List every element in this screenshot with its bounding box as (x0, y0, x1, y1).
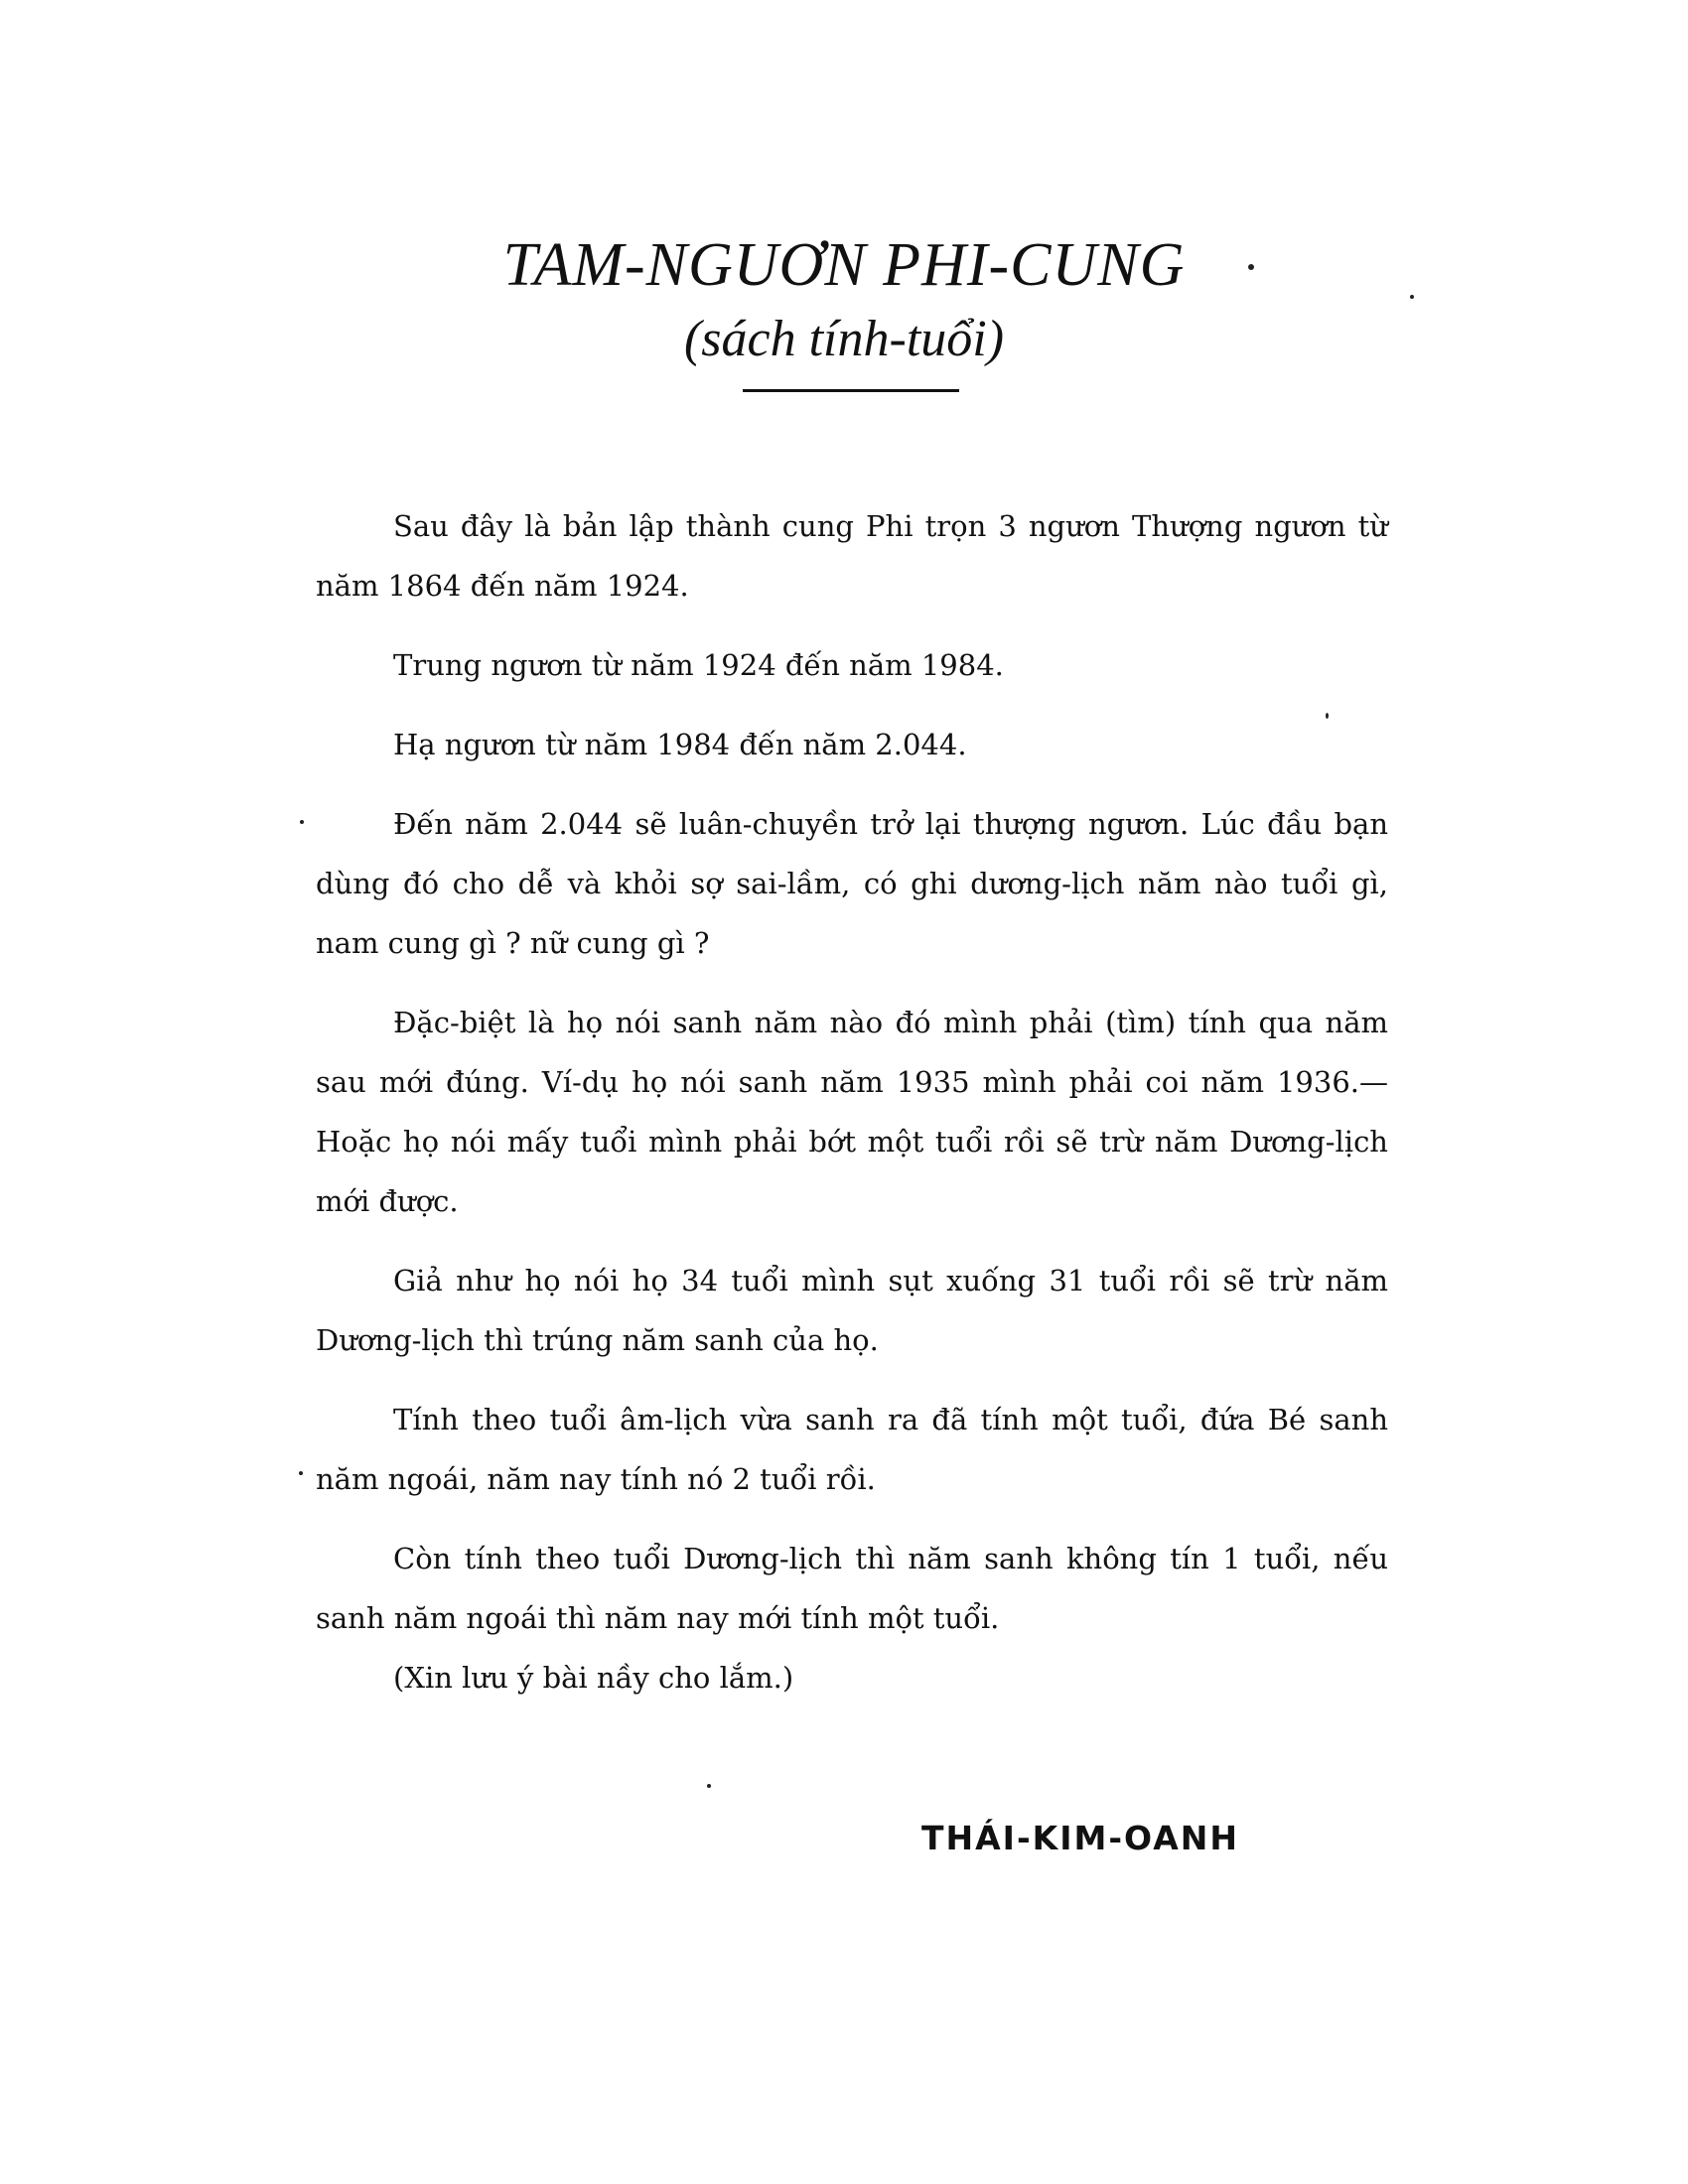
paragraph-2: Trung ngươn từ năm 1924 đến năm 1984. (393, 648, 1004, 682)
paragraph-6: Giả như họ nói họ 34 tuổi mình sụt xuống 31 tuổi rồi sẽ trừ năm Dương-lịch thì trúng năm sanh của họ. (316, 1264, 1388, 1357)
title-underline-rule (743, 389, 959, 392)
scan-speck (300, 820, 304, 824)
document-subtitle: (sách tính-tuổi) (683, 311, 1005, 367)
paragraph-3: Hạ ngươn từ năm 1984 đến năm 2.044. (393, 728, 967, 761)
paragraph-4: Đến năm 2.044 sẽ luân-chuyền trở lại thượng ngươn. Lúc đầu bạn dùng đó cho dễ và khỏi sợ sai-lầm, có ghi dương-lịch năm nào tuổi gì, nam cung gì ? nữ cung gì ? (316, 807, 1388, 960)
body-text (316, 496, 1388, 1668)
paragraph-1: Sau đây là bản lập thành cung Phi trọn 3 ngươn Thượng ngươn từ năm 1864 đến năm 1924. (316, 509, 1388, 603)
scan-speck (1248, 264, 1254, 270)
closing-note: (Xin lưu ý bài nầy cho lắm.) (393, 1661, 794, 1695)
scan-speck (1410, 295, 1414, 299)
paragraph-7: Tính theo tuổi âm-lịch vừa sanh ra đã tính một tuổi, đứa Bé sanh năm ngoái, năm nay tính nó 2 tuổi rồi. (316, 1403, 1388, 1496)
author-signature: THÁI-KIM-OANH (921, 1819, 1239, 1857)
paragraph-8: Còn tính theo tuổi Dương-lịch thì năm sanh không tín 1 tuổi, nếu sanh năm ngoái thì năm nay mới tính một tuổi. (316, 1542, 1388, 1635)
scan-speck (707, 1784, 711, 1788)
scan-speck (299, 1471, 303, 1475)
scan-speck (1326, 713, 1329, 719)
document-title: TAM-NGUƠN PHI-CUNG (502, 231, 1186, 299)
paragraph-5: Đặc-biệt là họ nói sanh năm nào đó mình phải (tìm) tính qua năm sau mới đúng. Ví-dụ họ nói sanh năm 1935 mình phải coi năm 1936.— Hoặc họ nói mấy tuổi mình phải bớt một tuổi rồi sẽ trừ năm Dương-lịch mới được. (316, 1006, 1388, 1218)
